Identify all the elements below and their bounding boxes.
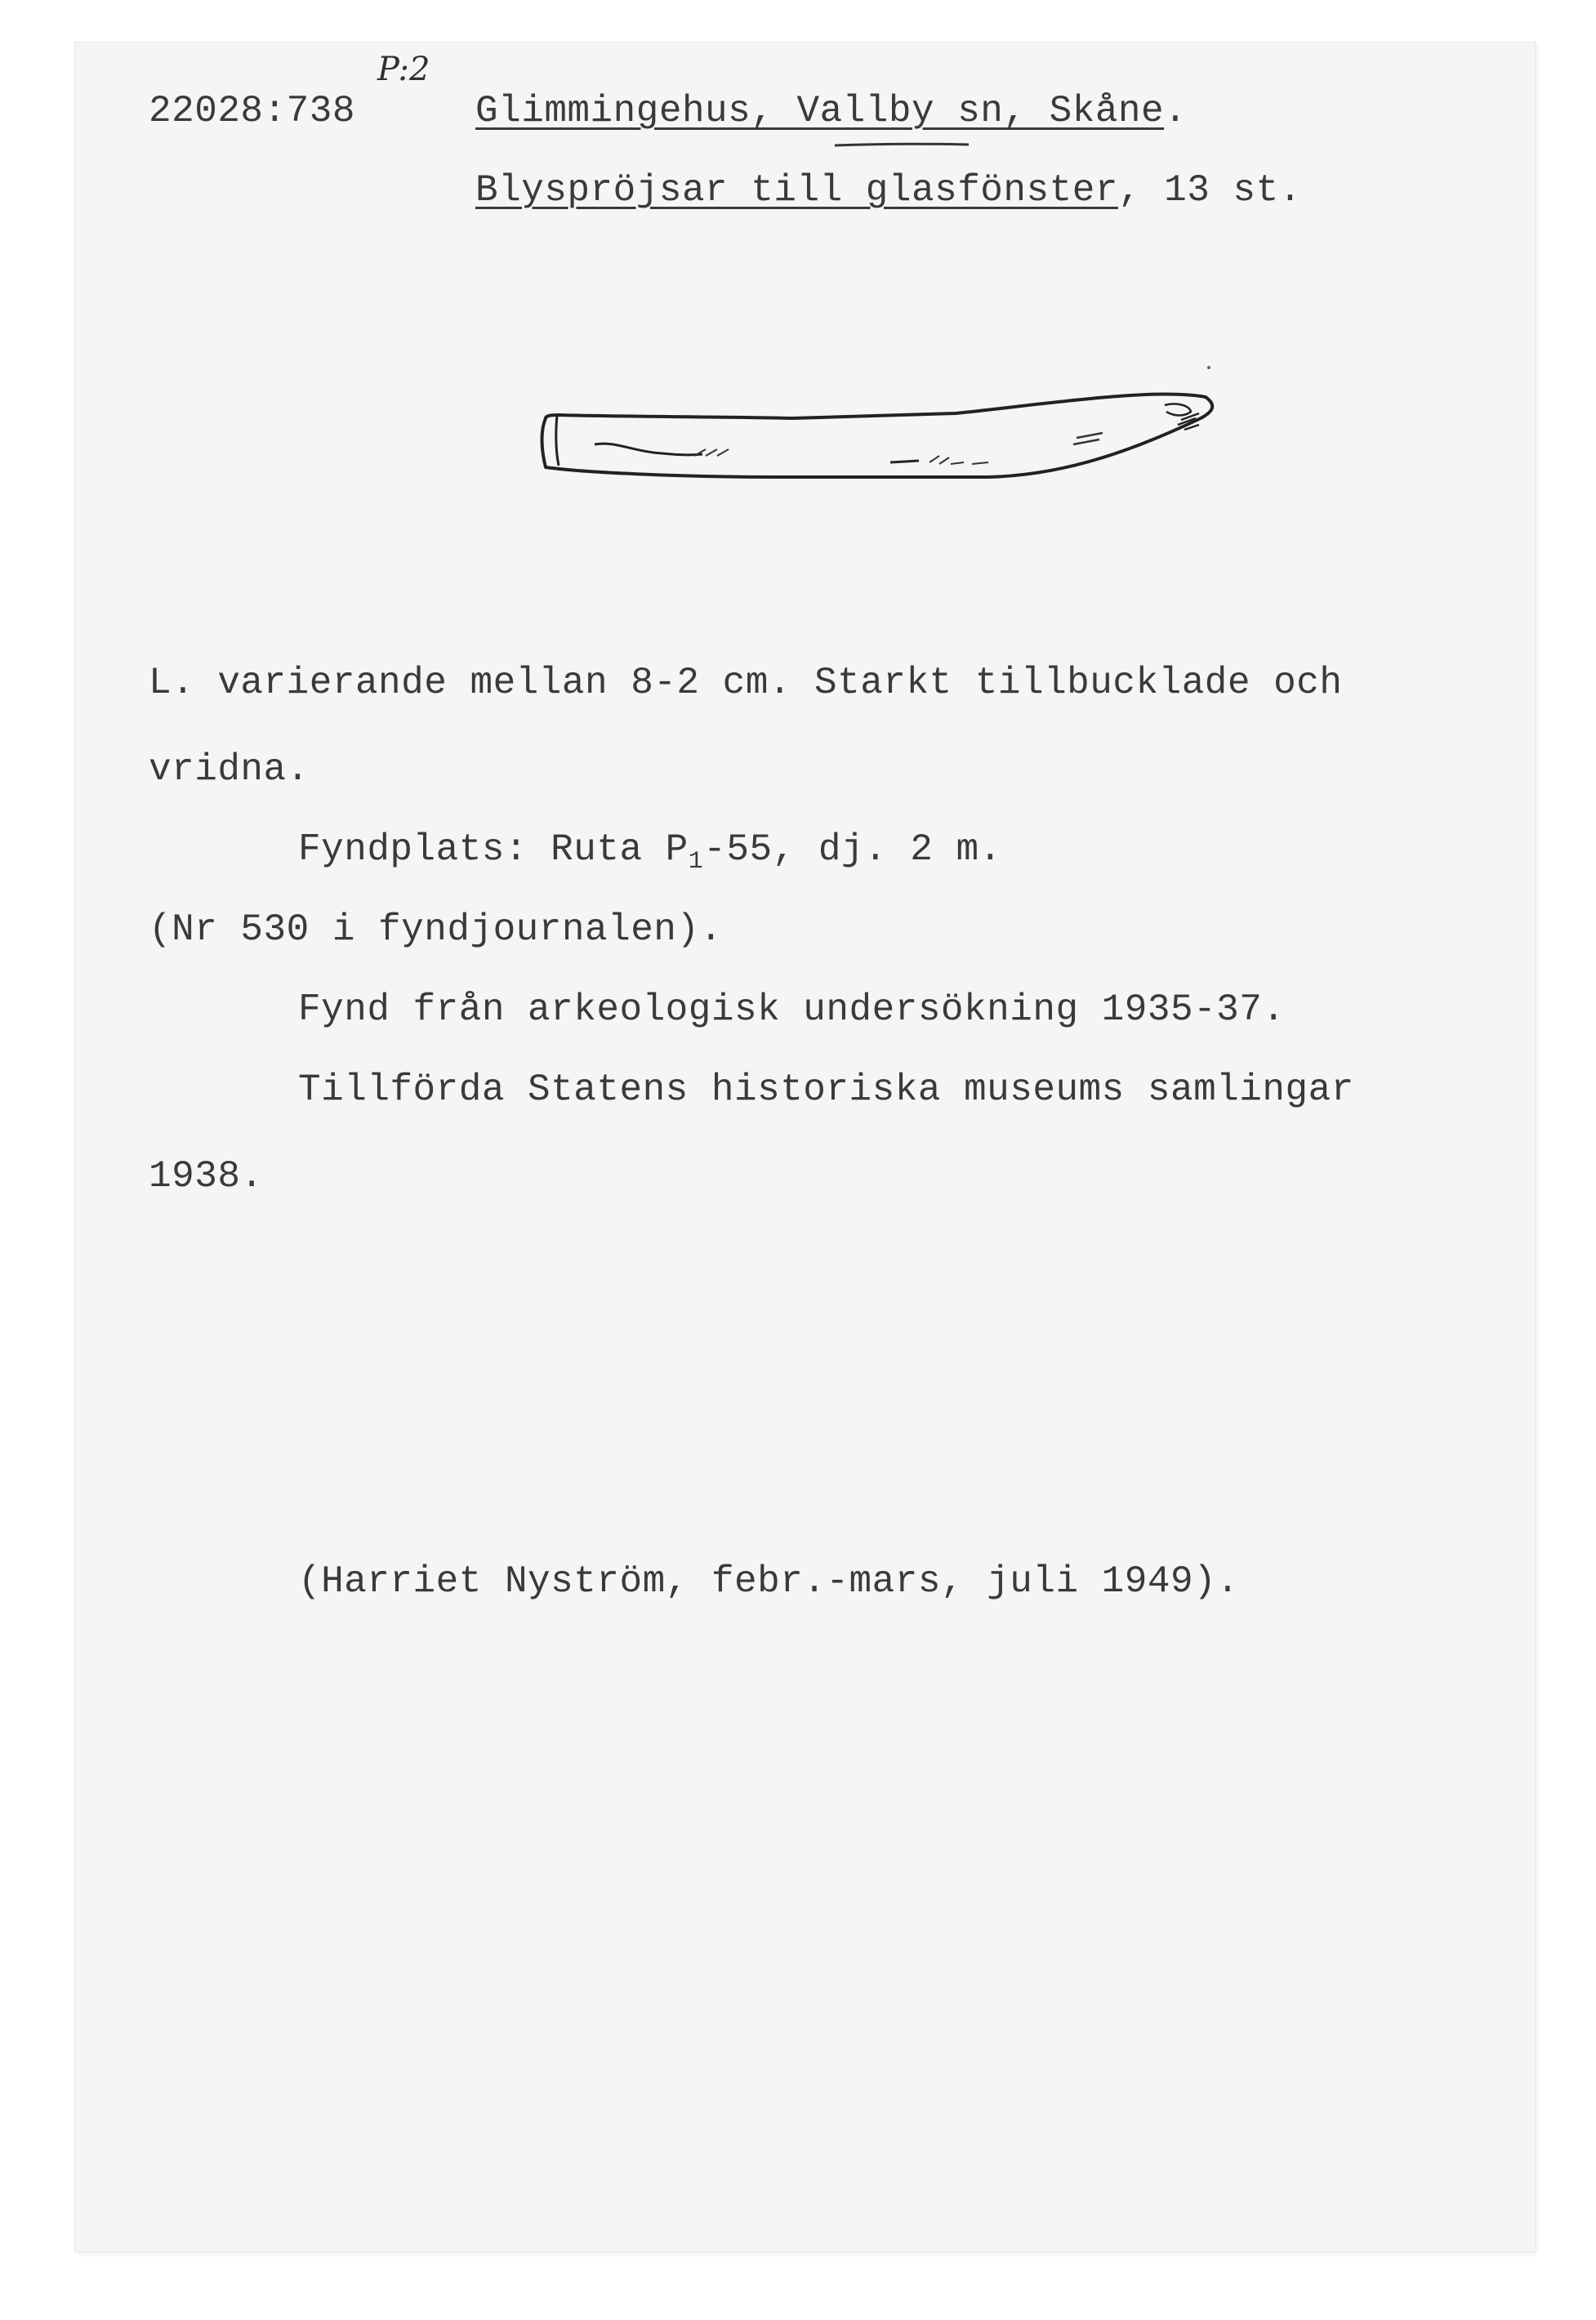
handwritten-underline <box>833 141 972 149</box>
year-line: 1938. <box>149 1155 264 1198</box>
fyndplats-suffix: -55, dj. 2 m. <box>703 828 1002 871</box>
heading-object-line <box>475 167 1302 213</box>
fynd-line: Fynd från arkeologisk undersökning 1935-37. <box>298 988 1286 1031</box>
fyndplats-line <box>298 827 1002 885</box>
body-line-2: vridna. <box>149 748 310 791</box>
lead-came-sketch-icon <box>531 359 1225 490</box>
heading-location-line <box>475 88 1187 134</box>
signature-line: (Harriet Nyström, febr.-mars, juli 1949). <box>298 1560 1240 1603</box>
tillford-line: Tillförda Statens historiska museums samlingar <box>298 1069 1354 1111</box>
object-title: Blyspröjsar till glasfönster <box>475 169 1118 212</box>
object-count: , 13 st. <box>1117 169 1302 212</box>
fyndplats-prefix: Fyndplats: Ruta P <box>298 828 689 871</box>
location-period: . <box>1164 90 1188 132</box>
handwritten-mark: P:2 <box>377 51 430 88</box>
catalog-number: 22028:738 <box>149 90 355 132</box>
location-title: Glimmingehus, Vallby sn, Skåne <box>475 90 1165 132</box>
fyndplats-subscript: 1 <box>688 848 704 876</box>
journal-line: (Nr 530 i fyndjournalen). <box>149 908 723 951</box>
body-line-1: L. varierande mellan 8-2 cm. Starkt tillbucklade och <box>149 662 1343 704</box>
